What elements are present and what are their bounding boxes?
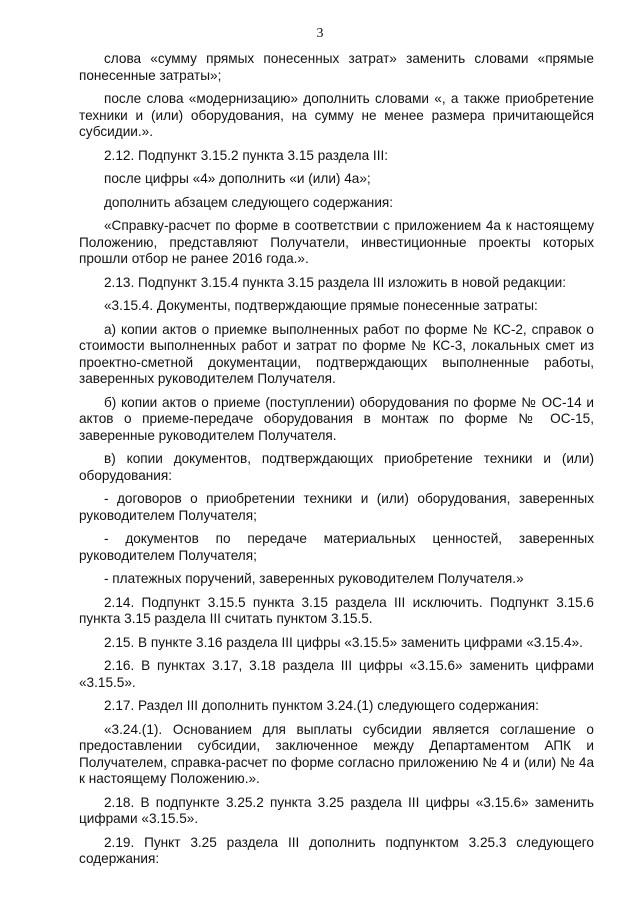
paragraph: - документов по передаче материальных ценностей, заверенных руководителем Получателя;	[79, 531, 594, 563]
paragraph: 2.19. Пункт 3.25 раздела III дополнить подпунктом 3.25.3 следующего содержания:	[79, 834, 594, 866]
paragraph: 2.17. Раздел III дополнить пунктом 3.24.(1) следующего содержания:	[104, 698, 539, 713]
paragraph: - договоров о приобретении техники и (или) оборудования, заверенных руководителем Получателя;	[79, 491, 594, 523]
document-body	[79, 51, 594, 875]
paragraph: «3.15.4. Документы, подтверждающие прямые понесенные затраты:	[104, 298, 538, 313]
paragraph: 2.16. В пунктах 3.17, 3.18 раздела III цифры «3.15.6» заменить цифрами «3.15.5».	[79, 658, 594, 690]
paragraph: - платежных поручений, заверенных руководителем Получателя.»	[104, 571, 524, 586]
paragraph: слова «сумму прямых понесенных затрат» заменить словами «прямые понесенные затраты»;	[79, 51, 594, 83]
paragraph: «3.24.(1). Основанием для выплаты субсидии является соглашение о предоставлении субсидии, заключенное между Департаментом АПК и Получателем, справка-расчет по форме согласно приложению № 4 и (или) № 4а к настоящему Положению.».	[79, 721, 594, 786]
paragraph: 2.14. Подпункт 3.15.5 пункта 3.15 раздела III исключить. Подпункт 3.15.6 пункта 3.15 раздела III считать пунктом 3.15.5.	[79, 594, 594, 626]
paragraph: после слова «модернизацию» дополнить словами «, а также приобретение техники и (или) оборудования, на сумму не менее размера причитающейся субсидии.».	[79, 91, 594, 139]
paragraph: «Справку-расчет по форме в соответствии с приложением 4а к настоящему Положению, представляют Получатели, инвестиционные проекты которых прошли отбор не ранее 2016 года.».	[79, 218, 594, 266]
paragraph: 2.15. В пункте 3.16 раздела III цифры «3.15.5» заменить цифрами «3.15.4».	[104, 634, 583, 650]
page-number: 3	[316, 26, 324, 41]
paragraph: дополнить абзацем следующего содержания:	[104, 194, 394, 210]
paragraph: 2.13. Подпункт 3.15.4 пункта 3.15 раздела III изложить в новой редакции:	[104, 274, 567, 290]
paragraph: б) копии актов о приеме (поступлении) оборудования по форме № ОС-14 и актов о приеме-передаче оборудования в монтаж по форме № ОС-15, заверенные руководителем Получателя.	[79, 394, 594, 443]
paragraph: 2.18. В подпункте 3.25.2 пункта 3.25 раздела III цифры «3.15.6» заменить цифрами «3.15.5».	[79, 794, 594, 826]
paragraph: после цифры «4» дополнить «и (или) 4а»;	[104, 171, 371, 186]
paragraph: 2.12. Подпункт 3.15.2 пункта 3.15 раздела III:	[104, 147, 389, 163]
paragraph: а) копии актов о приемке выполненных работ по форме № КС-2, справок о стоимости выполненных работ и затрат по форме № КС-3, локальных смет из проектно-сметной документации, подтверждающих выполненные работы, заверенных руководителем Получателя.	[79, 321, 594, 386]
paragraph: в) копии документов, подтверждающих приобретение техники и (или) оборудования:	[79, 451, 594, 483]
